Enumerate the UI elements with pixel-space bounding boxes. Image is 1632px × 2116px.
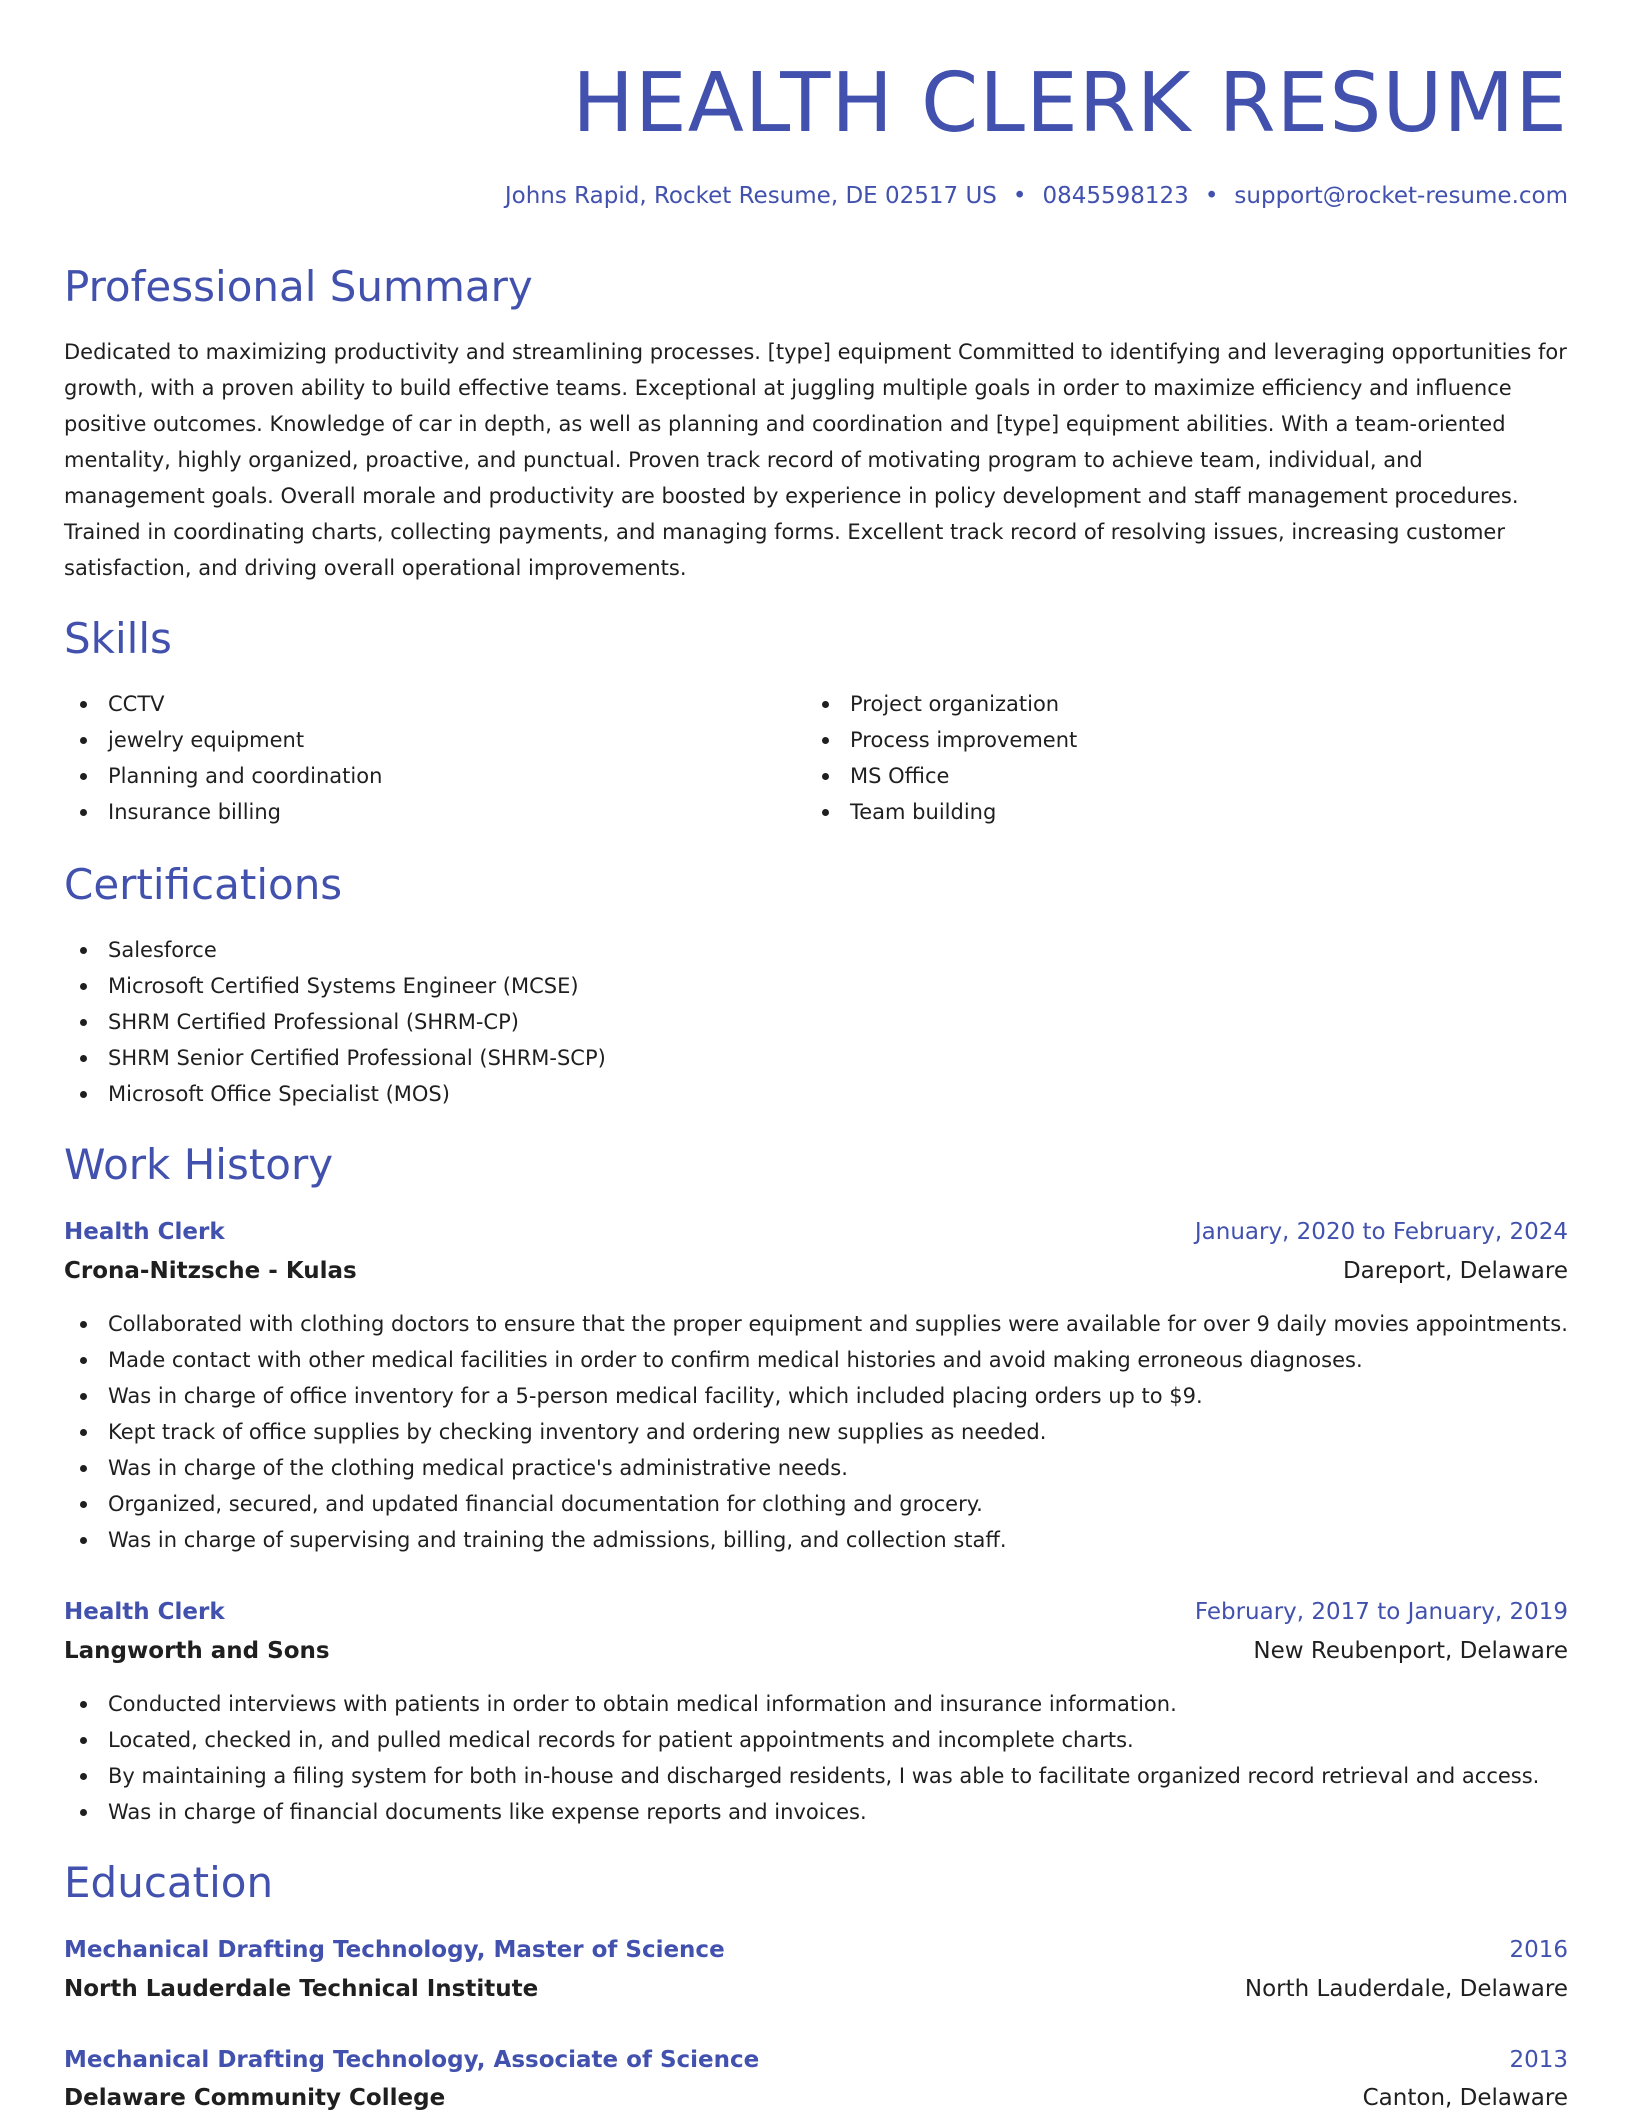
job-bullet: Organized, secured, and updated financial documentation for clothing and grocery. <box>64 1486 1568 1522</box>
skill-item: jewelry equipment <box>64 722 382 758</box>
job-location: New Reubenport, Delaware <box>1253 1638 1568 1664</box>
summary-text: Dedicated to maximizing productivity and streamlining processes. [type] equipment Committed to identifying and leveraging opportunities for growth, with a proven ability to build effective teams. Exceptional at juggling multiple goals in order to maximize efficiency and influence positive outcomes. Knowledge of car in depth, as well as planning and coordination and [type] equipment abilities. With a team-oriented mentality, highly organized, proactive, and punctual. Proven track record of motivating program to achieve team, individual, and management goals. Overall morale and productivity are boosted by experience in policy development and staff management procedures. Trained in coordinating charts, collecting payments, and managing forms. Excellent track record of resolving issues, increasing customer satisfaction, and driving overall operational improvements. <box>64 340 1567 580</box>
skill-item: Project organization <box>806 686 1077 722</box>
job-company: Langworth and Sons <box>64 1638 330 1664</box>
job-bullet: Was in charge of supervising and training the admissions, billing, and collection staff. <box>64 1522 1568 1558</box>
certification-item: Salesforce <box>64 932 606 968</box>
job-bullet: Was in charge of office inventory for a 5-person medical facility, which included placing orders up to $9. <box>64 1378 1568 1414</box>
education-degree: Mechanical Drafting Technology, Master of Science <box>64 1937 725 1963</box>
education-school: North Lauderdale Technical Institute <box>64 1976 539 2002</box>
contact-line <box>505 180 1568 212</box>
job-bullet: Made contact with other medical facilities in order to confirm medical histories and avoid making erroneous diagnoses. <box>64 1342 1568 1378</box>
job-dates: January, 2020 to February, 2024 <box>1194 1219 1568 1245</box>
skill-item: Insurance billing <box>64 794 382 830</box>
education-school-row <box>64 2080 1568 2116</box>
job-employer-row <box>64 1633 1568 1669</box>
job-bullet: Was in charge of the clothing medical practice's administrative needs. <box>64 1450 1568 1486</box>
education-header <box>64 2042 1568 2078</box>
certifications-list <box>64 932 606 1112</box>
job-bullet: By maintaining a filing system for both in-house and discharged residents, I was able to facilitate organized record retrieval and access. <box>64 1758 1539 1794</box>
skill-item: Planning and coordination <box>64 758 382 794</box>
job-location: Dareport, Delaware <box>1342 1258 1568 1284</box>
education-location: Canton, Delaware <box>1362 2085 1568 2111</box>
summary-heading: Professional Summary <box>64 262 533 311</box>
skills-list-right <box>806 686 1077 830</box>
certification-item: Microsoft Certified Systems Engineer (MCSE) <box>64 968 606 1004</box>
skill-item: Process improvement <box>806 722 1077 758</box>
skills-list-left <box>64 686 382 830</box>
contact-email[interactable]: support@rocket-resume.com <box>1234 183 1568 209</box>
job-title: Health Clerk <box>64 1599 225 1625</box>
job-dates: February, 2017 to January, 2019 <box>1194 1599 1568 1625</box>
job-bullet: Was in charge of financial documents like expense reports and invoices. <box>64 1794 1539 1830</box>
job-bullet: Located, checked in, and pulled medical records for patient appointments and incomplete charts. <box>64 1722 1539 1758</box>
education-school-row <box>64 1971 1568 2007</box>
job-header <box>64 1594 1568 1630</box>
job-company: Crona-Nitzsche - Kulas <box>64 1258 357 1284</box>
certification-item: Microsoft Office Specialist (MOS) <box>64 1076 606 1112</box>
skill-item: CCTV <box>64 686 382 722</box>
job-bullet: Kept track of office supplies by checking inventory and ordering new supplies as needed. <box>64 1414 1568 1450</box>
certification-item: SHRM Senior Certified Professional (SHRM-SCP) <box>64 1040 606 1076</box>
education-header <box>64 1932 1568 1968</box>
job-bullets <box>64 1306 1568 1558</box>
education-location: North Lauderdale, Delaware <box>1244 1976 1568 2002</box>
education-year: 2016 <box>1509 1937 1568 1963</box>
resume-title: HEALTH CLERK RESUME <box>572 56 1568 151</box>
job-header <box>64 1214 1568 1250</box>
education-school: Delaware Community College <box>64 2085 446 2111</box>
skill-item: Team building <box>806 794 1077 830</box>
contact-separator: • <box>1012 183 1027 209</box>
certifications-heading: Certifications <box>64 860 343 909</box>
job-employer-row <box>64 1253 1568 1289</box>
contact-phone[interactable]: 0845598123 <box>1042 183 1189 209</box>
job-bullet: Collaborated with clothing doctors to ensure that the proper equipment and supplies were available for over 9 daily movies appointments. <box>64 1306 1568 1342</box>
skills-heading: Skills <box>64 614 172 663</box>
job-bullets <box>64 1686 1539 1830</box>
work-history-heading: Work History <box>64 1140 334 1189</box>
contact-separator: • <box>1204 183 1219 209</box>
education-heading: Education <box>64 1858 274 1907</box>
skill-item: MS Office <box>806 758 1077 794</box>
education-year: 2013 <box>1509 2047 1568 2073</box>
education-degree: Mechanical Drafting Technology, Associate of Science <box>64 2047 760 2073</box>
job-title: Health Clerk <box>64 1219 225 1245</box>
job-bullet: Conducted interviews with patients in order to obtain medical information and insurance information. <box>64 1686 1539 1722</box>
certification-item: SHRM Certified Professional (SHRM-CP) <box>64 1004 606 1040</box>
contact-address: Johns Rapid, Rocket Resume, DE 02517 US <box>504 183 997 209</box>
